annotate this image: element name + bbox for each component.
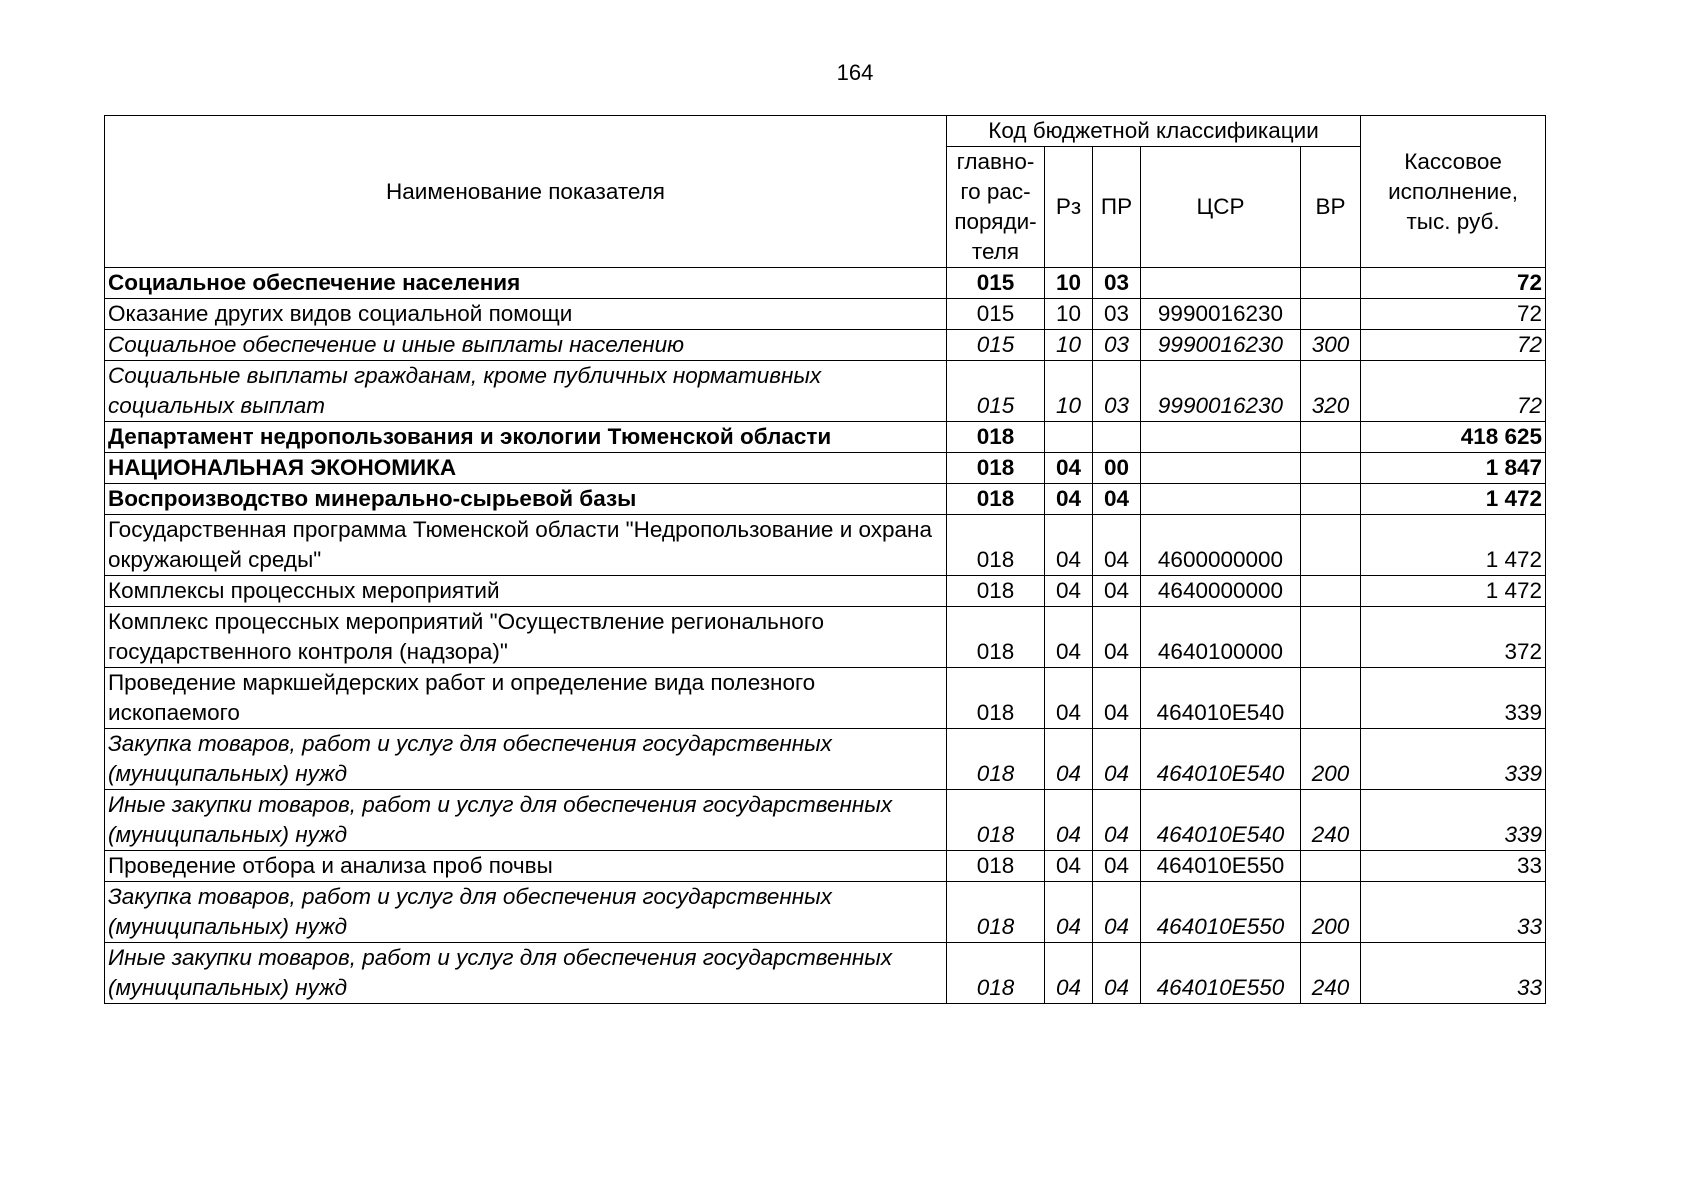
row-amount: 72	[1361, 361, 1546, 422]
header-vr: ВР	[1301, 147, 1361, 268]
row-pr: 04	[1093, 576, 1141, 607]
row-distributor-code: 018	[947, 668, 1045, 729]
row-distributor-code: 018	[947, 576, 1045, 607]
row-rz: 04	[1045, 484, 1093, 515]
row-rz: 10	[1045, 299, 1093, 330]
row-pr: 03	[1093, 330, 1141, 361]
row-name: Закупка товаров, работ и услуг для обеспечения государственных (муниципальных) нужд	[105, 882, 947, 943]
row-rz: 04	[1045, 729, 1093, 790]
row-distributor-code: 015	[947, 268, 1045, 299]
row-distributor-code: 015	[947, 330, 1045, 361]
row-rz: 04	[1045, 882, 1093, 943]
row-name: Проведение отбора и анализа проб почвы	[105, 851, 947, 882]
row-vr: 240	[1301, 790, 1361, 851]
table-row	[105, 361, 1546, 422]
row-name: Государственная программа Тюменской области "Недропользование и охрана окружающей среды"	[105, 515, 947, 576]
row-csr: 464010Е550	[1141, 882, 1301, 943]
table-row	[105, 607, 1546, 668]
table-row	[105, 790, 1546, 851]
row-pr	[1093, 422, 1141, 453]
row-name: НАЦИОНАЛЬНАЯ ЭКОНОМИКА	[105, 453, 947, 484]
row-vr: 200	[1301, 729, 1361, 790]
row-pr: 04	[1093, 851, 1141, 882]
row-vr: 300	[1301, 330, 1361, 361]
table-row	[105, 729, 1546, 790]
row-vr	[1301, 484, 1361, 515]
header-csr: ЦСР	[1141, 147, 1301, 268]
row-csr: 464010Е540	[1141, 668, 1301, 729]
table-row	[105, 422, 1546, 453]
row-pr: 03	[1093, 268, 1141, 299]
row-pr: 03	[1093, 361, 1141, 422]
row-name: Социальное обеспечение населения	[105, 268, 947, 299]
row-pr: 04	[1093, 607, 1141, 668]
row-name: Департамент недропользования и экологии Тюменской области	[105, 422, 947, 453]
row-amount: 72	[1361, 299, 1546, 330]
header-distributor: главно-го рас-поряди-теля	[947, 147, 1045, 268]
row-distributor-code: 018	[947, 422, 1045, 453]
table-row	[105, 484, 1546, 515]
row-name: Иные закупки товаров, работ и услуг для обеспечения государственных (муниципальных) нужд	[105, 943, 947, 1004]
table-row	[105, 330, 1546, 361]
row-csr: 4640100000	[1141, 607, 1301, 668]
row-amount: 1 472	[1361, 484, 1546, 515]
row-csr: 464010Е550	[1141, 851, 1301, 882]
row-distributor-code: 018	[947, 943, 1045, 1004]
row-pr: 04	[1093, 729, 1141, 790]
table-row	[105, 453, 1546, 484]
row-rz: 04	[1045, 453, 1093, 484]
row-csr	[1141, 422, 1301, 453]
row-rz: 10	[1045, 268, 1093, 299]
page-number: 164	[836, 60, 874, 85]
row-distributor-code: 018	[947, 790, 1045, 851]
table-row	[105, 299, 1546, 330]
row-vr: 320	[1301, 361, 1361, 422]
row-amount: 1 472	[1361, 515, 1546, 576]
row-rz: 04	[1045, 668, 1093, 729]
row-pr: 04	[1093, 668, 1141, 729]
row-rz: 10	[1045, 330, 1093, 361]
row-csr: 4640000000	[1141, 576, 1301, 607]
row-amount: 339	[1361, 668, 1546, 729]
header-pr: ПР	[1093, 147, 1141, 268]
row-pr: 04	[1093, 882, 1141, 943]
row-name: Социальное обеспечение и иные выплаты населению	[105, 330, 947, 361]
table-row	[105, 268, 1546, 299]
table-row	[105, 668, 1546, 729]
row-csr: 9990016230	[1141, 330, 1301, 361]
header-rz: Рз	[1045, 147, 1093, 268]
row-name: Оказание других видов социальной помощи	[105, 299, 947, 330]
row-rz: 10	[1045, 361, 1093, 422]
row-distributor-code: 018	[947, 729, 1045, 790]
table-header	[105, 116, 1546, 268]
row-distributor-code: 018	[947, 607, 1045, 668]
row-pr: 03	[1093, 299, 1141, 330]
row-csr: 4600000000	[1141, 515, 1301, 576]
row-pr: 04	[1093, 484, 1141, 515]
row-pr: 04	[1093, 515, 1141, 576]
row-distributor-code: 015	[947, 361, 1045, 422]
table-row	[105, 882, 1546, 943]
row-distributor-code: 018	[947, 453, 1045, 484]
row-vr	[1301, 268, 1361, 299]
row-csr	[1141, 268, 1301, 299]
row-amount: 1 847	[1361, 453, 1546, 484]
table-body	[105, 268, 1546, 1004]
row-pr: 04	[1093, 790, 1141, 851]
row-distributor-code: 018	[947, 851, 1045, 882]
row-amount: 339	[1361, 790, 1546, 851]
row-name: Комплексы процессных мероприятий	[105, 576, 947, 607]
row-rz: 04	[1045, 515, 1093, 576]
row-distributor-code: 018	[947, 484, 1045, 515]
row-distributor-code: 018	[947, 515, 1045, 576]
row-vr	[1301, 576, 1361, 607]
row-name: Закупка товаров, работ и услуг для обеспечения государственных (муниципальных) нужд	[105, 729, 947, 790]
row-distributor-code: 015	[947, 299, 1045, 330]
row-amount: 372	[1361, 607, 1546, 668]
row-rz: 04	[1045, 607, 1093, 668]
row-amount: 33	[1361, 882, 1546, 943]
header-name: Наименование показателя	[105, 116, 947, 268]
row-amount: 72	[1361, 268, 1546, 299]
row-name: Иные закупки товаров, работ и услуг для обеспечения государственных (муниципальных) нужд	[105, 790, 947, 851]
row-amount: 339	[1361, 729, 1546, 790]
row-amount: 33	[1361, 851, 1546, 882]
row-vr	[1301, 422, 1361, 453]
row-csr: 9990016230	[1141, 361, 1301, 422]
row-amount: 72	[1361, 330, 1546, 361]
table-row	[105, 851, 1546, 882]
row-amount: 418 625	[1361, 422, 1546, 453]
row-csr: 9990016230	[1141, 299, 1301, 330]
header-code-group: Код бюджетной классификации	[947, 116, 1361, 147]
row-vr	[1301, 453, 1361, 484]
row-name: Воспроизводство минерально-сырьевой базы	[105, 484, 947, 515]
row-rz: 04	[1045, 943, 1093, 1004]
table-row	[105, 943, 1546, 1004]
row-vr	[1301, 607, 1361, 668]
row-vr	[1301, 851, 1361, 882]
row-csr: 464010Е540	[1141, 729, 1301, 790]
row-pr: 04	[1093, 943, 1141, 1004]
table-row	[105, 515, 1546, 576]
row-csr	[1141, 484, 1301, 515]
row-distributor-code: 018	[947, 882, 1045, 943]
row-vr	[1301, 299, 1361, 330]
row-vr: 240	[1301, 943, 1361, 1004]
row-rz: 04	[1045, 790, 1093, 851]
row-amount: 33	[1361, 943, 1546, 1004]
row-amount: 1 472	[1361, 576, 1546, 607]
row-pr: 00	[1093, 453, 1141, 484]
row-csr	[1141, 453, 1301, 484]
header-amount: Кассовое исполнение, тыс. руб.	[1361, 116, 1546, 268]
row-rz	[1045, 422, 1093, 453]
table-row	[105, 576, 1546, 607]
row-name: Комплекс процессных мероприятий "Осуществление регионального государственного контроля (надзора)"	[105, 607, 947, 668]
budget-table	[104, 115, 1546, 1004]
row-csr: 464010Е540	[1141, 790, 1301, 851]
row-name: Социальные выплаты гражданам, кроме публичных нормативных социальных выплат	[105, 361, 947, 422]
row-rz: 04	[1045, 576, 1093, 607]
row-csr: 464010Е550	[1141, 943, 1301, 1004]
row-vr: 200	[1301, 882, 1361, 943]
row-vr	[1301, 515, 1361, 576]
row-vr	[1301, 668, 1361, 729]
row-rz: 04	[1045, 851, 1093, 882]
row-name: Проведение маркшейдерских работ и определение вида полезного ископаемого	[105, 668, 947, 729]
